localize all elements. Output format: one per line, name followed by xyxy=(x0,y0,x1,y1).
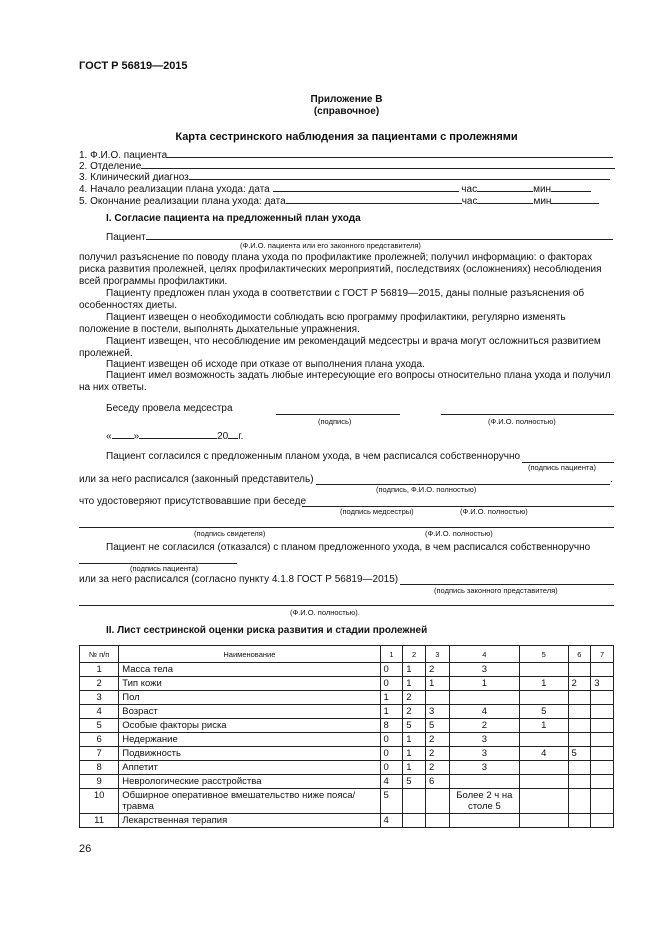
table-cell xyxy=(591,663,614,677)
paragraph-questions: Пациент имел возможность задать любые интересующие его вопросы относительно плана ухода и получил на них ответы. xyxy=(79,370,611,393)
table-cell xyxy=(591,733,614,747)
refusal-signature-caption: (подпись пациента) xyxy=(130,564,198,573)
table-cell: 3 xyxy=(425,705,449,719)
table-cell xyxy=(568,789,591,814)
table-row xyxy=(80,747,614,761)
row-name-cell: Пол xyxy=(119,691,380,705)
nurse-signature-caption-2: (подпись медсестры) xyxy=(340,507,414,516)
document-header: ГОСТ Р 56819—2015 xyxy=(79,60,188,72)
table-cell xyxy=(591,705,614,719)
table-row xyxy=(80,705,614,719)
patient-signature-caption: (подпись пациента) xyxy=(528,463,596,472)
table-cell: 0 xyxy=(380,677,403,691)
paragraph-refusal-outcome: Пациент извещен об исходе при отказе от выполнения плана ухода. xyxy=(106,359,425,370)
table-row xyxy=(80,719,614,733)
table-cell: 2 xyxy=(425,747,449,761)
table-cell: 1 xyxy=(380,705,403,719)
table-cell: 3 xyxy=(449,747,519,761)
table-cell: 1 xyxy=(449,677,519,691)
table-cell: 2 xyxy=(425,761,449,775)
table-cell: 5 xyxy=(403,775,426,789)
table-cell xyxy=(425,789,449,814)
date-line: « » 20 г. xyxy=(106,431,244,442)
field-department: 2. Отделение xyxy=(79,159,615,172)
row-name-cell: Возраст xyxy=(119,705,380,719)
refusal-rep-text: или за него расписался (согласно пункту 4.1.8 ГОСТ Р 56819—2015) xyxy=(79,574,399,585)
page-number: 26 xyxy=(79,843,92,855)
table-cell: 11 xyxy=(80,814,119,828)
table-cell xyxy=(449,814,519,828)
table-cell xyxy=(425,691,449,705)
table-cell: 7 xyxy=(80,747,119,761)
field-care-end: 5. Окончание реализации плана ухода: дата час мин xyxy=(79,194,599,207)
paragraph-explanation: получил разъяснение по поводу плана ухода по профилактике пролежней; получил информацию: о факторах риска развития пролежней, целях профилактических мероприятий, последствиях (осложнениях) несоблюдения всей программы профилактики. xyxy=(79,252,602,287)
table-cell: 6 xyxy=(80,733,119,747)
table-cell: 5 xyxy=(425,719,449,733)
table-cell xyxy=(519,761,568,775)
table-cell: 3 xyxy=(449,663,519,677)
table-cell xyxy=(591,691,614,705)
table-row xyxy=(80,677,614,691)
table-cell xyxy=(568,775,591,789)
table-cell: 3 xyxy=(591,677,614,691)
witness-signature-caption: (подпись свидетеля) xyxy=(194,529,266,538)
table-cell: 1 xyxy=(403,733,426,747)
header-cell: 6 xyxy=(568,646,591,663)
patient-caption: (Ф.И.О. пациента или его законного представителя) xyxy=(240,241,421,250)
table-cell xyxy=(568,733,591,747)
table-cell: 2 xyxy=(425,663,449,677)
table-cell xyxy=(403,789,426,814)
table-cell: 1 xyxy=(403,677,426,691)
field-care-start: 4. Начало реализации плана ухода: дата час мин xyxy=(79,182,591,195)
header-cell: 7 xyxy=(591,646,614,663)
nurse-signature-caption: (подпись) xyxy=(318,417,352,426)
table-cell xyxy=(519,789,568,814)
legal-rep-signature-caption: (подпись законного представителя) xyxy=(434,586,558,595)
table-cell: 2 xyxy=(568,677,591,691)
table-cell: 5 xyxy=(568,747,591,761)
table-cell: 2 xyxy=(425,733,449,747)
table-cell: 5 xyxy=(403,719,426,733)
section1-title: I. Согласие пациента на предложенный план ухода xyxy=(106,213,361,224)
fio-caption-3: (Ф.И.О. полностью) xyxy=(425,529,493,538)
table-cell: 2 xyxy=(449,719,519,733)
table-cell: 1 xyxy=(380,691,403,705)
table-cell: 1 xyxy=(425,677,449,691)
table-cell: 5 xyxy=(380,789,403,814)
field-diagnosis: 3. Клинический диагноз xyxy=(79,170,610,183)
table-cell xyxy=(425,814,449,828)
header-cell: № п/п xyxy=(80,646,119,663)
header-cell: 2 xyxy=(403,646,426,663)
table-cell: 3 xyxy=(449,733,519,747)
table-row xyxy=(80,663,614,677)
table-cell: 4 xyxy=(380,775,403,789)
paragraph-risk: Пациент извещен, что несоблюдение им рекомендаций медсестры и врача могут осложниться развитием пролежней. xyxy=(79,336,601,359)
table-row xyxy=(80,789,614,814)
header-cell: 4 xyxy=(449,646,519,663)
paragraph-program: Пациент извещен о необходимости соблюдать всю программу профилактики, регулярно изменять положение в постели, выполнять дыхательные упражнения. xyxy=(79,312,566,335)
fio-caption-4: (Ф.И.О. полностью). xyxy=(290,608,360,617)
table-cell xyxy=(449,775,519,789)
refusal-fio-line xyxy=(79,605,614,606)
row-name-cell: Аппетит xyxy=(119,761,380,775)
field-patient-name: 1. Ф.И.О. пациента xyxy=(79,148,613,161)
row-name-cell: Особые факторы риска xyxy=(119,719,380,733)
legal-rep-caption: (подпись, Ф.И.О. полностью) xyxy=(376,485,477,494)
table-cell: 1 xyxy=(519,719,568,733)
table-cell: 5 xyxy=(80,719,119,733)
table-cell xyxy=(519,691,568,705)
table-cell xyxy=(591,719,614,733)
table-cell xyxy=(591,775,614,789)
table-cell: 6 xyxy=(425,775,449,789)
row-name-cell: Тип кожи xyxy=(119,677,380,691)
table-cell xyxy=(568,719,591,733)
table-cell: 2 xyxy=(80,677,119,691)
conversation-label: Беседу провела медсестра xyxy=(106,403,233,414)
table-cell xyxy=(519,775,568,789)
table-cell xyxy=(403,814,426,828)
table-cell xyxy=(591,747,614,761)
risk-assessment-table xyxy=(79,645,614,828)
witness-signature-line xyxy=(79,527,614,528)
table-cell: 1 xyxy=(403,663,426,677)
table-cell: 10 xyxy=(80,789,119,814)
nurse-signature-line xyxy=(276,414,400,415)
table-header-row xyxy=(80,646,614,663)
table-cell: 4 xyxy=(449,705,519,719)
card-title: Карта сестринского наблюдения за пациентами с пролежнями xyxy=(175,131,518,143)
table-cell: 3 xyxy=(449,761,519,775)
nurse-fio-caption: (Ф.И.О. полностью) xyxy=(488,417,556,426)
refusal-rep-line xyxy=(400,584,614,585)
appendix-title: Приложение В xyxy=(310,94,383,105)
header-cell: 3 xyxy=(425,646,449,663)
table-cell xyxy=(519,663,568,677)
table-cell: 4 xyxy=(380,814,403,828)
refusal-text: Пациент не согласился (отказался) с планом предложенного ухода, в чем расписался собственноручно xyxy=(106,542,591,553)
table-row xyxy=(80,691,614,705)
table-cell xyxy=(449,691,519,705)
table-cell: 1 xyxy=(403,761,426,775)
table-cell: 2 xyxy=(403,691,426,705)
appendix-subtitle: (справочное) xyxy=(313,106,380,117)
table-row xyxy=(80,775,614,789)
table-cell xyxy=(568,705,591,719)
table-cell: 0 xyxy=(380,663,403,677)
table-cell xyxy=(568,761,591,775)
table-cell: 0 xyxy=(380,733,403,747)
row-name-cell: Недержание xyxy=(119,733,380,747)
header-cell: 1 xyxy=(380,646,403,663)
section2-title: II. Лист сестринской оценки риска развития и стадии пролежней xyxy=(106,625,428,636)
table-cell: 8 xyxy=(80,761,119,775)
table-cell: Более 2 ч на столе 5 xyxy=(449,789,519,814)
header-cell: 5 xyxy=(519,646,568,663)
table-cell: 1 xyxy=(403,747,426,761)
table-cell: 0 xyxy=(380,747,403,761)
table-cell: 5 xyxy=(519,705,568,719)
legal-rep-text: или за него расписался (законный представитель) xyxy=(79,474,314,485)
table-cell: 0 xyxy=(380,761,403,775)
witness-text: что удостоверяют присутствовавшие при беседе xyxy=(79,496,307,507)
table-cell xyxy=(519,733,568,747)
table-cell: 4 xyxy=(80,705,119,719)
nurse-fio-line xyxy=(441,414,614,415)
table-cell xyxy=(568,663,591,677)
row-name-cell: Лекарственная терапия xyxy=(119,814,380,828)
table-cell xyxy=(519,814,568,828)
table-cell xyxy=(591,814,614,828)
table-cell: 1 xyxy=(80,663,119,677)
patient-line: Пациент xyxy=(106,230,613,243)
table-cell: 2 xyxy=(403,705,426,719)
table-row xyxy=(80,733,614,747)
header-cell: Наименование xyxy=(119,646,380,663)
table-cell: 3 xyxy=(80,691,119,705)
row-name-cell: Обширное оперативное вмешательство ниже пояса/травма xyxy=(119,789,380,814)
table-cell: 4 xyxy=(519,747,568,761)
paragraph-plan: Пациенту предложен план ухода в соответствии с ГОСТ Р 56819—2015, даны полные разъяснения об особенностях диеты. xyxy=(79,288,585,311)
table-cell xyxy=(591,761,614,775)
table-cell: 1 xyxy=(519,677,568,691)
table-cell xyxy=(568,691,591,705)
table-cell: 9 xyxy=(80,775,119,789)
agreement-text: Пациент согласился с предложенным планом ухода, в чем расписался собственноручно xyxy=(106,451,521,462)
table-cell xyxy=(591,789,614,814)
row-name-cell: Подвижность xyxy=(119,747,380,761)
table-cell xyxy=(568,814,591,828)
table-row xyxy=(80,761,614,775)
row-name-cell: Неврологические расстройства xyxy=(119,775,380,789)
table-cell: 8 xyxy=(380,719,403,733)
table-row xyxy=(80,814,614,828)
row-name-cell: Масса тела xyxy=(119,663,380,677)
fio-caption-2: (Ф.И.О. полностью) xyxy=(460,507,528,516)
